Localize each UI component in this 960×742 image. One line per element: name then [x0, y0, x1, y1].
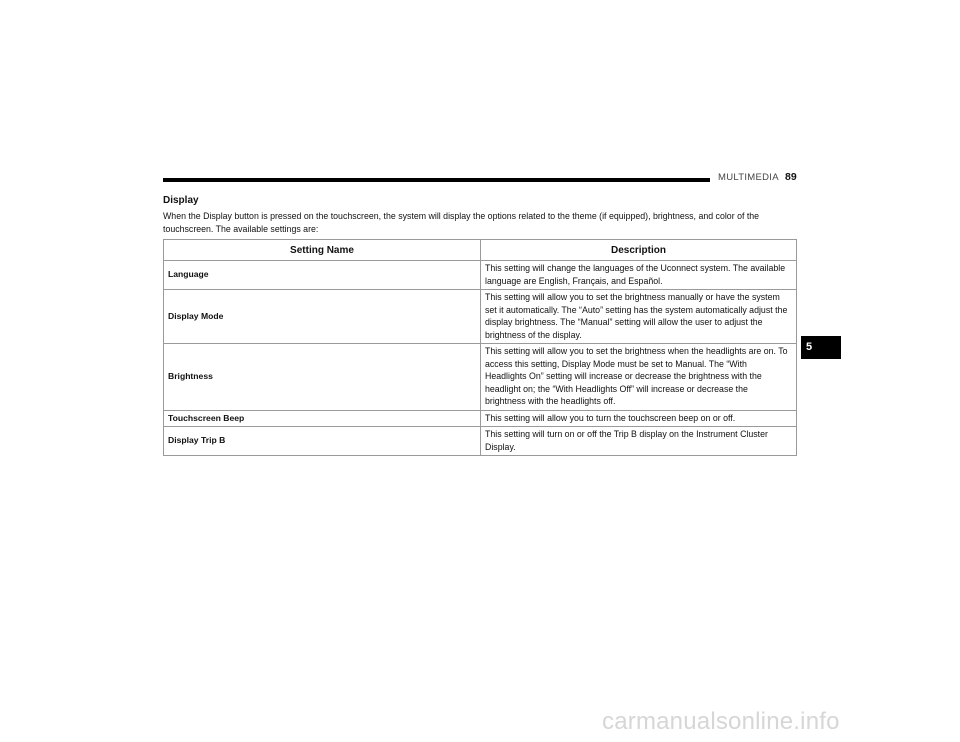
- table-header-row: [164, 240, 797, 261]
- setting-name-cell: Brightness: [164, 344, 481, 411]
- setting-description-cell: This setting will turn on or off the Trip B display on the Instrument Cluster Display.: [481, 427, 797, 456]
- column-header-description: Description: [481, 240, 797, 261]
- watermark-text: carmanualsonline.info: [602, 708, 840, 735]
- setting-name-cell: Display Mode: [164, 290, 481, 344]
- table-row: [164, 344, 797, 411]
- page-number: 89: [785, 171, 797, 183]
- setting-name-cell: Touchscreen Beep: [164, 410, 481, 427]
- setting-name-cell: Language: [164, 261, 481, 290]
- setting-description-cell: This setting will allow you to set the brightness when the headlights are on. To access this setting, Display Mode must be set to Manual. The “With Headlights On” setting will increase or decrease the brightness with the headlight on; the “With Headlights Off” will increase or decrease the brightness with the headlights off.: [481, 344, 797, 411]
- header-rule: [163, 178, 710, 182]
- table-row: [164, 261, 797, 290]
- chapter-tab: 5: [801, 336, 841, 359]
- table-row: [164, 290, 797, 344]
- column-header-setting-name: Setting Name: [164, 240, 481, 261]
- setting-description-cell: This setting will allow you to set the brightness manually or have the system set it automatically. The “Auto” setting has the system automatically adjust the display brightness. The “Manual” setting will allow the user to adjust the brightness of the display.: [481, 290, 797, 344]
- intro-paragraph: When the Display button is pressed on the touchscreen, the system will display the options related to the theme (if equipped), brightness, and color of the touchscreen. The available settings are:: [163, 211, 760, 234]
- setting-name-cell: Display Trip B: [164, 427, 481, 456]
- setting-description-cell: This setting will change the languages of the Uconnect system. The available language are English, Français, and Español.: [481, 261, 797, 290]
- running-header-section: MULTIMEDIA: [718, 172, 779, 183]
- table-row: [164, 410, 797, 427]
- table-row: [164, 427, 797, 456]
- settings-table: [163, 239, 797, 456]
- section-title: Display: [163, 195, 199, 206]
- setting-description-cell: This setting will allow you to turn the touchscreen beep on or off.: [481, 410, 797, 427]
